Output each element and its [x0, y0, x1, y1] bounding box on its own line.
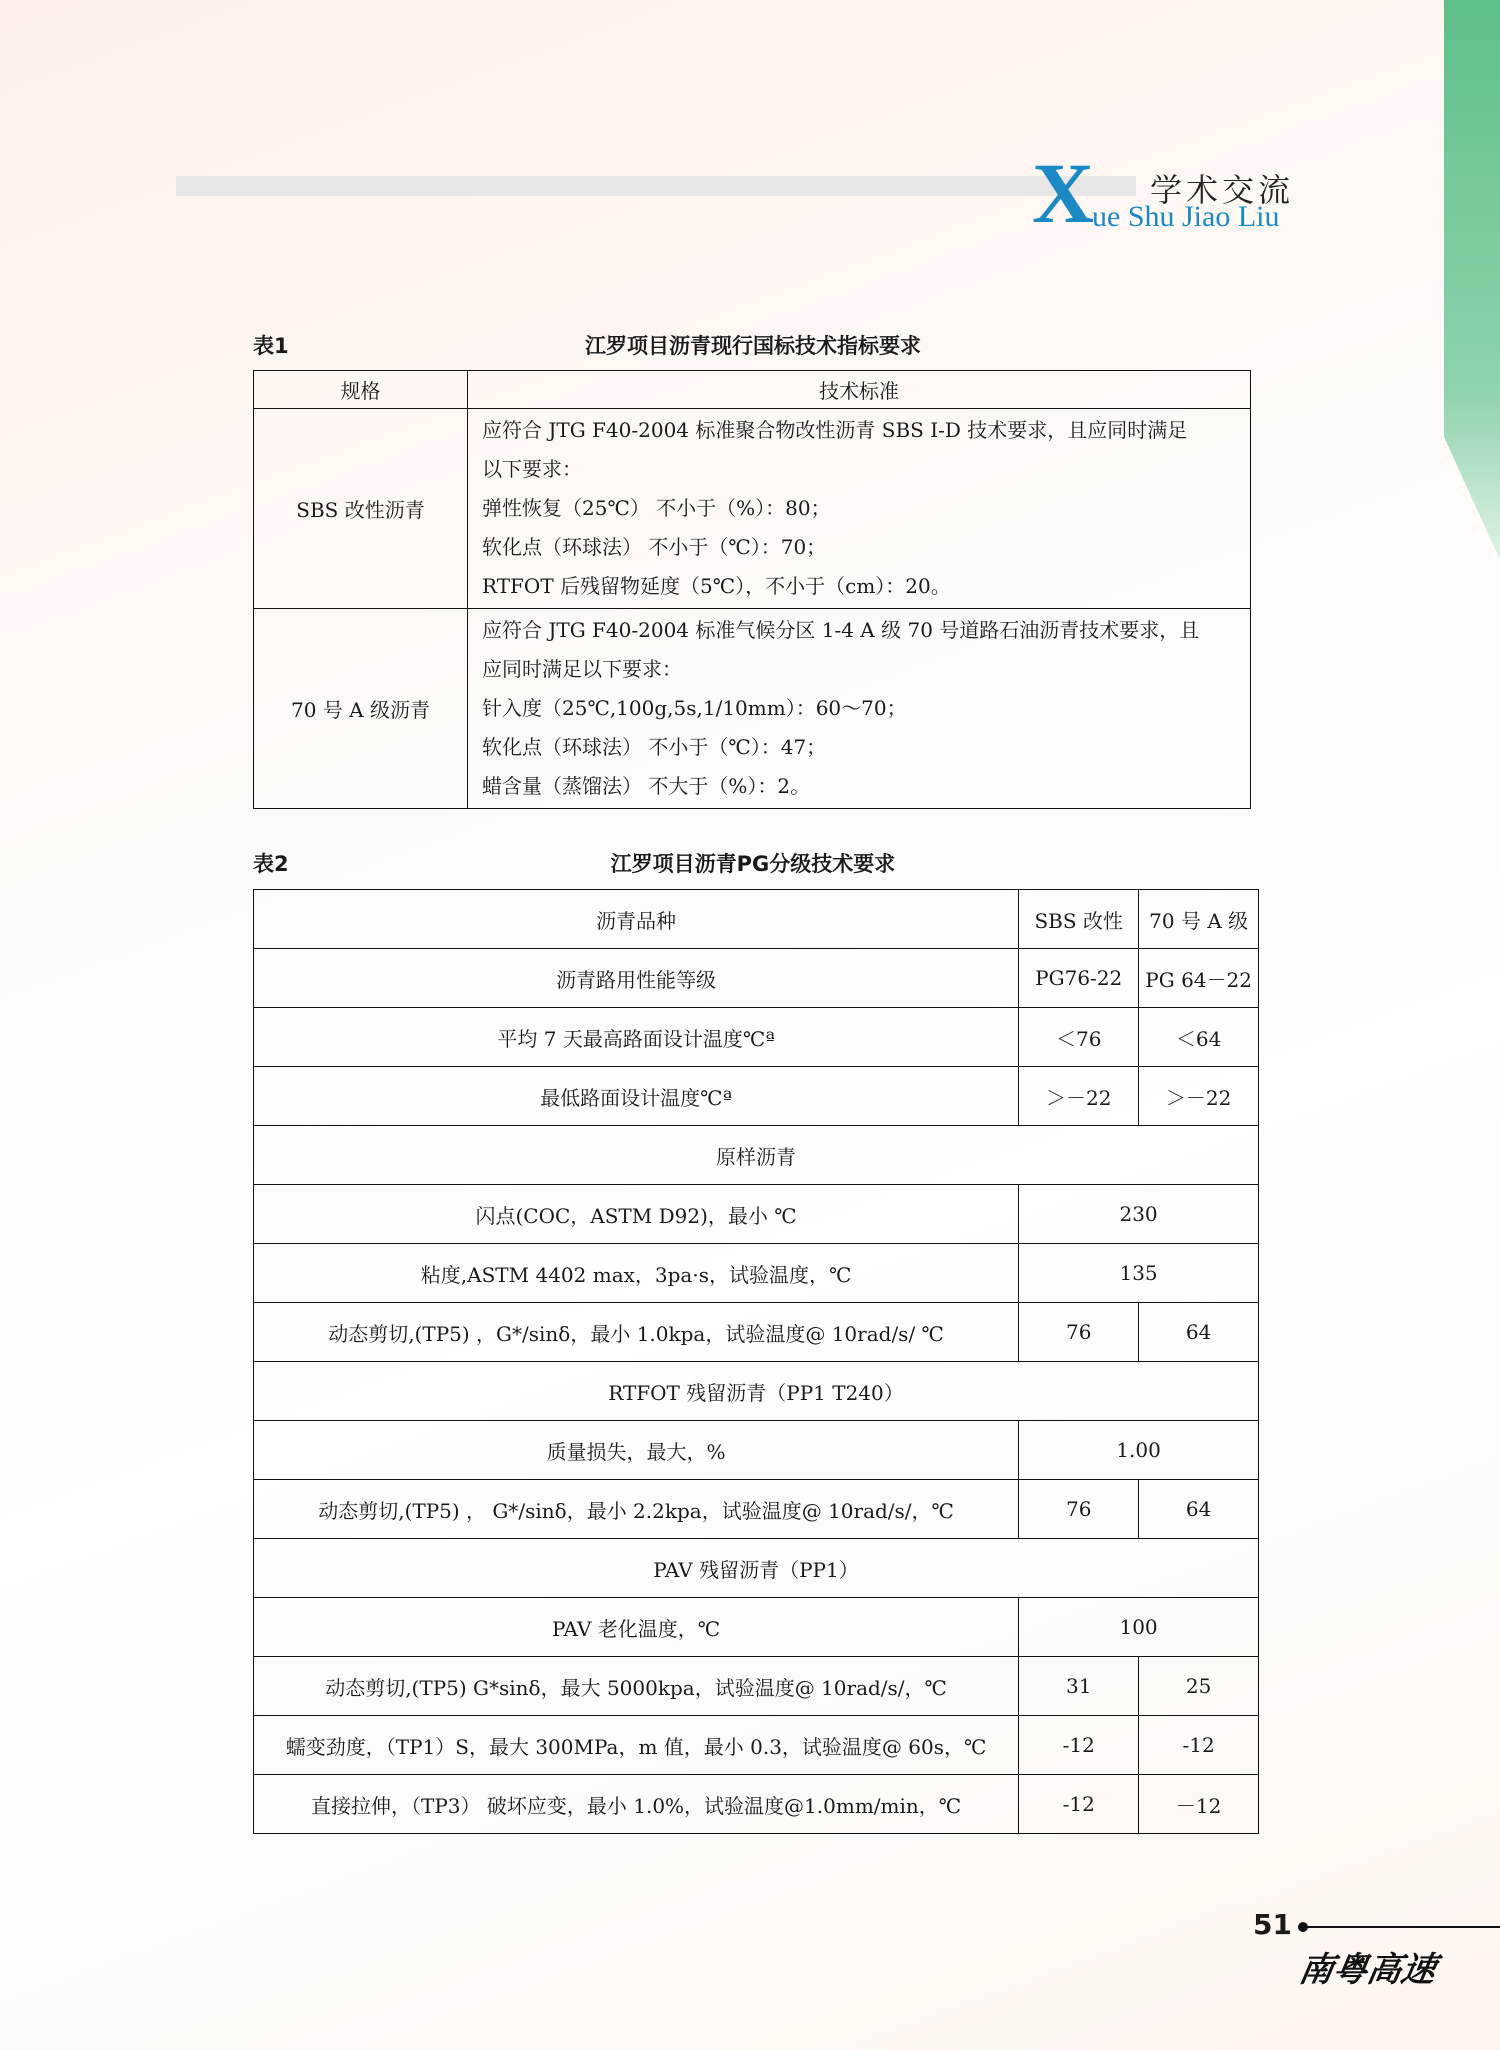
table-row: [254, 1421, 1259, 1480]
table1-standard-cell: [468, 609, 1251, 809]
table-section-row: [254, 1362, 1259, 1421]
table-cell: ＜64: [1139, 1008, 1259, 1067]
standard-line: 应符合 JTG F40-2004 标准气候分区 1-4 A 级 70 号道路石油沥青技术要求，且: [482, 618, 1200, 642]
table-row: [254, 409, 1251, 609]
table-cell: 135: [1019, 1244, 1259, 1303]
table-cell: PG 64－22: [1139, 949, 1259, 1008]
table1-spec-cell: 70 号 A 级沥青: [254, 609, 468, 809]
section-heading: 原样沥青: [254, 1126, 1259, 1185]
table-cell: 粘度,ASTM 4402 max，3pa·s，试验温度，℃: [254, 1244, 1019, 1303]
table-row: [254, 949, 1259, 1008]
table-cell: 动态剪切,(TP5) ，G*/sinδ，最小 1.0kpa，试验温度@ 10rad/s/ ℃: [254, 1303, 1019, 1362]
table1-header-row: [254, 371, 1251, 409]
table-row: [254, 1008, 1259, 1067]
section-title-en: ue Shu Jiao Liu: [1092, 200, 1280, 233]
decorative-green-band: [1444, 0, 1500, 560]
section-heading: RTFOT 残留沥青（PP1 T240）: [254, 1362, 1259, 1421]
table2-title: 江罗项目沥青PG分级技术要求: [610, 852, 896, 876]
table2-caption: [253, 848, 1253, 888]
table1-title: 江罗项目沥青现行国标技术指标要求: [585, 334, 921, 358]
table-cell: 76: [1019, 1303, 1139, 1362]
table-cell: 64: [1139, 1480, 1259, 1539]
table-cell: －12: [1139, 1775, 1259, 1834]
standard-line: 针入度（25℃,100g,5s,1/10mm）：60～70；: [482, 696, 907, 720]
table2: [253, 889, 1259, 1834]
table-row: [254, 1480, 1259, 1539]
table1-number: 表1: [253, 334, 289, 358]
table1-caption: [253, 330, 1253, 370]
page-number-rule: [1306, 1926, 1500, 1928]
table-section-row: [254, 1539, 1259, 1598]
page-number: 51: [1253, 1908, 1292, 1941]
table-cell: 直接拉伸，（TP3） 破坏应变，最小 1.0%，试验温度@1.0mm/min，℃: [254, 1775, 1019, 1834]
table-cell: ＜76: [1019, 1008, 1139, 1067]
section-heading: PAV 残留沥青（PP1）: [254, 1539, 1259, 1598]
table-row: [254, 1067, 1259, 1126]
standard-line: 以下要求：: [482, 457, 582, 481]
table-cell: 沥青路用性能等级: [254, 949, 1019, 1008]
publication-logo: 南粤高速: [1295, 1950, 1439, 1990]
standard-line: 软化点（环球法） 不小于（℃）：70；: [482, 535, 827, 559]
table-cell: 1.00: [1019, 1421, 1259, 1480]
standard-line: 软化点（环球法） 不小于（℃）：47；: [482, 735, 827, 759]
table-cell: 最低路面设计温度℃ª: [254, 1067, 1019, 1126]
table-cell: PG76-22: [1019, 949, 1139, 1008]
table-cell: ＞－22: [1139, 1067, 1259, 1126]
standard-line: 弹性恢复（25℃） 不小于（%）：80；: [482, 496, 831, 520]
table2-header-sbs: SBS 改性: [1019, 890, 1139, 949]
table-row: [254, 1185, 1259, 1244]
table-cell: PAV 老化温度，℃: [254, 1598, 1019, 1657]
table-cell: 蠕变劲度，（TP1）S，最大 300MPa，m 值，最小 0.3，试验温度@ 60s，℃: [254, 1716, 1019, 1775]
table-cell: -12: [1019, 1775, 1139, 1834]
table2-header-variety: 沥青品种: [254, 890, 1019, 949]
table-cell: 动态剪切,(TP5) G*sinδ，最大 5000kpa，试验温度@ 10rad/s/，℃: [254, 1657, 1019, 1716]
table-row: [254, 890, 1259, 949]
table-cell: 76: [1019, 1480, 1139, 1539]
table1-spec-cell: SBS 改性沥青: [254, 409, 468, 609]
table1-standard-cell: [468, 409, 1251, 609]
table-cell: 25: [1139, 1657, 1259, 1716]
table-cell: -12: [1139, 1716, 1259, 1775]
table-row: [254, 1303, 1259, 1362]
table2-number: 表2: [253, 852, 289, 876]
table-cell: 100: [1019, 1598, 1259, 1657]
table-cell: -12: [1019, 1716, 1139, 1775]
table-row: [254, 1244, 1259, 1303]
table-cell: 64: [1139, 1303, 1259, 1362]
table-cell: 动态剪切,(TP5) ， G*/sinδ，最小 2.2kpa，试验温度@ 10rad/s/，℃: [254, 1480, 1019, 1539]
table-cell: 质量损失，最大，%: [254, 1421, 1019, 1480]
table-row: [254, 1598, 1259, 1657]
table-cell: 230: [1019, 1185, 1259, 1244]
table-row: [254, 1716, 1259, 1775]
table1-header-standard: 技术标准: [468, 371, 1251, 409]
table-cell: ＞－22: [1019, 1067, 1139, 1126]
table-row: [254, 1657, 1259, 1716]
table-cell: 闪点(COC，ASTM D92)，最小 ℃: [254, 1185, 1019, 1244]
table1-header-spec: 规格: [254, 371, 468, 409]
header-bar: [176, 176, 1136, 196]
table1: [253, 370, 1251, 809]
standard-line: 蜡含量（蒸馏法） 不大于（%）：2。: [482, 774, 811, 798]
standard-line: 应符合 JTG F40-2004 标准聚合物改性沥青 SBS I-D 技术要求，且应同时满足: [482, 418, 1188, 442]
standard-line: 应同时满足以下要求：: [482, 657, 682, 681]
table-cell: 平均 7 天最高路面设计温度℃ª: [254, 1008, 1019, 1067]
table2-header-70a: 70 号 A 级: [1139, 890, 1259, 949]
table-row: [254, 1775, 1259, 1834]
standard-line: RTFOT 后残留物延度（5℃），不小于（cm）：20。: [482, 574, 951, 598]
table-section-row: [254, 1126, 1259, 1185]
header-logo-letter: X: [1032, 145, 1095, 241]
section-title-cn: 学术交流: [1150, 171, 1295, 209]
table-cell: 31: [1019, 1657, 1139, 1716]
table-row: [254, 609, 1251, 809]
